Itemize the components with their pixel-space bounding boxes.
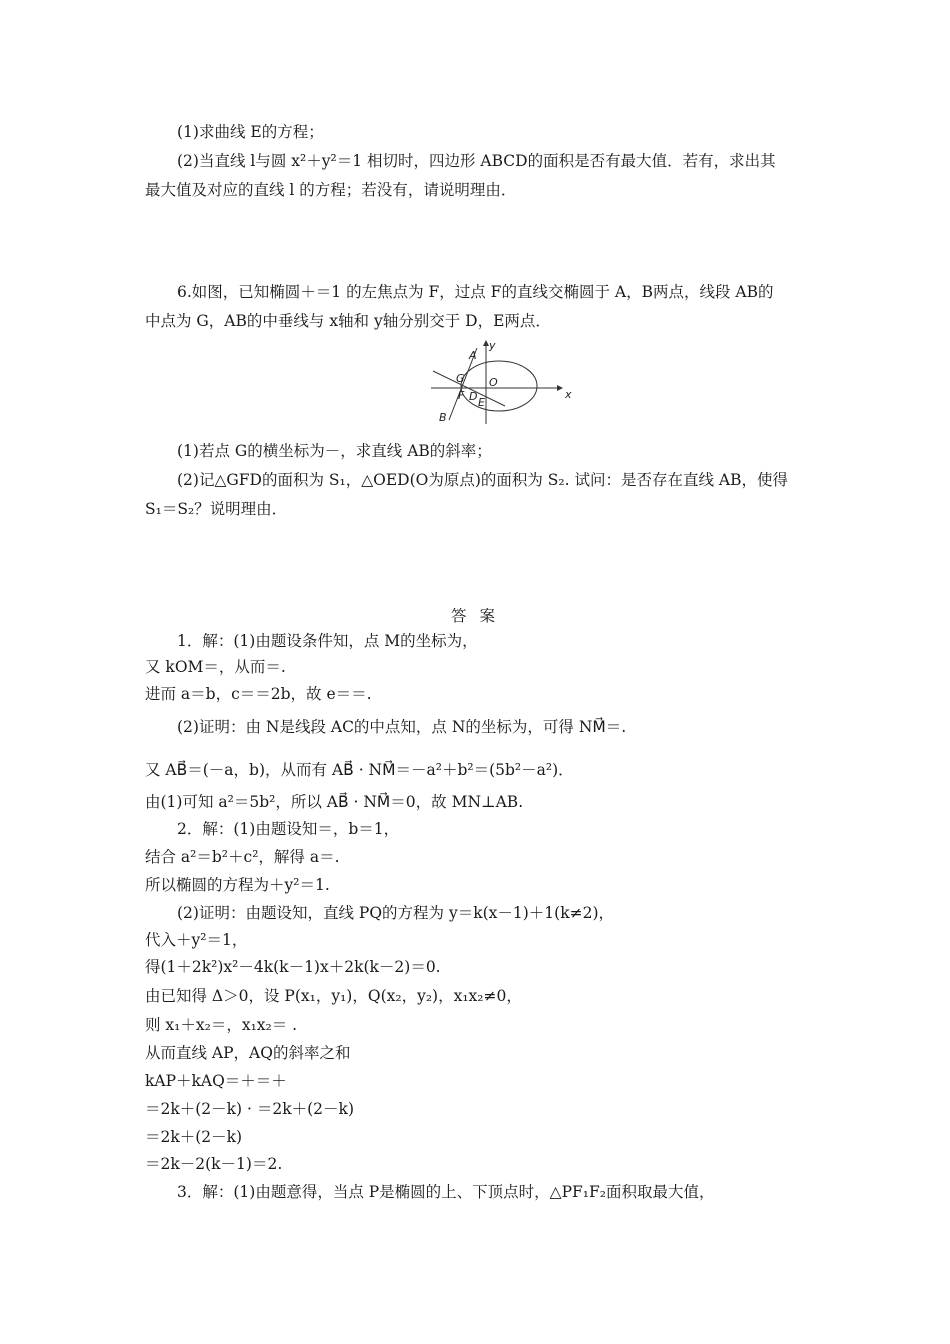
answer-line: 从而直线 AP，AQ的斜率之和	[145, 1044, 351, 1062]
answer-line: ＝2k＋(2－k)	[145, 1128, 243, 1146]
problem6-part2-line2: S₁＝S₂？说明理由．	[145, 500, 288, 518]
answer-line: 又 AB⃗＝(－a，b)，从而有 AB⃗ · NM⃗＝－a²＋b²＝(5b²－a²)．	[145, 761, 574, 779]
answer-line: 所以椭圆的方程为＋y²＝1.	[145, 876, 330, 894]
problem6-part2-line1: (2)记△GFD的面积为 S₁，△OED(O为原点)的面积为 S₂. 试问：是否存在直线 AB，使得	[177, 471, 788, 489]
label-a: A	[469, 349, 477, 362]
answer-line: ＝2k＋(2－k) · ＝2k＋(2－k)	[145, 1100, 354, 1118]
label-e: E	[478, 396, 485, 409]
answer-line: 又 kOM＝，从而＝.	[145, 658, 286, 676]
problem5-part1: (1)求曲线 E的方程；	[177, 123, 324, 141]
answer-line: 1．解：(1)由题设条件知，点 M的坐标为，	[177, 632, 478, 650]
answer-line: (2)证明：由题设知，直线 PQ的方程为 y＝k(x－1)＋1(k≠2)，	[177, 904, 614, 922]
problem6-intro-line1: 6.如图，已知椭圆＋＝1 的左焦点为 F，过点 F的直线交椭圆于 A，B两点，线段 AB的	[177, 283, 774, 301]
label-g: G	[456, 372, 465, 385]
label-d: D	[469, 390, 478, 403]
ellipse-figure	[425, 338, 575, 428]
answer-line: ＝2k－2(k－1)＝2.	[145, 1155, 283, 1173]
answers-heading: 答 案	[451, 607, 499, 625]
answer-line: 得(1＋2k²)x²－4k(k－1)x＋2k(k－2)＝0.	[145, 958, 441, 976]
label-x: x	[565, 388, 572, 401]
problem5-part2-line2: 最大值及对应的直线 l 的方程；若没有，请说明理由．	[145, 181, 517, 199]
answer-line: 进而 a＝b，c＝＝2b，故 e＝＝.	[145, 685, 372, 703]
problem5-part2-line1: (2)当直线 l与圆 x²＋y²＝1 相切时，四边形 ABCD的面积是否有最大值．若有，求出其	[177, 152, 776, 170]
x-axis-arrow	[557, 385, 563, 391]
answer-line: 结合 a²＝b²＋c²，解得 a＝.	[145, 848, 340, 866]
answer-line: 2．解：(1)由题设知＝，b＝1，	[177, 820, 400, 838]
label-f: F	[458, 389, 465, 402]
answer-line: 则 x₁＋x₂＝，x₁x₂＝ .	[145, 1016, 298, 1034]
answer-line: 由(1)可知 a²＝5b²，所以 AB⃗ · NM⃗＝0，故 MN⊥AB.	[145, 793, 524, 811]
label-b: B	[439, 411, 447, 424]
answer-line: 由已知得 Δ＞0，设 P(x₁，y₁)，Q(x₂，y₂)，x₁x₂≠0，	[145, 987, 522, 1005]
problem6-intro-line2: 中点为 G，AB的中垂线与 x轴和 y轴分别交于 D，E两点．	[145, 312, 551, 330]
answer-line: kAP＋kAQ＝＋＝＋	[145, 1072, 287, 1090]
label-y: y	[489, 339, 496, 352]
answer-line: (2)证明：由 N是线段 AC的中点知，点 N的坐标为，可得 NM⃗＝.	[177, 718, 627, 736]
answer-line: 3．解：(1)由题意得，当点 P是椭圆的上、下顶点时，△PF₁F₂面积取最大值，	[177, 1183, 715, 1201]
answer-line: 代入＋y²＝1，	[145, 931, 248, 949]
label-o: O	[489, 376, 498, 389]
problem6-part1: (1)若点 G的横坐标为－，求直线 AB的斜率；	[177, 442, 492, 460]
